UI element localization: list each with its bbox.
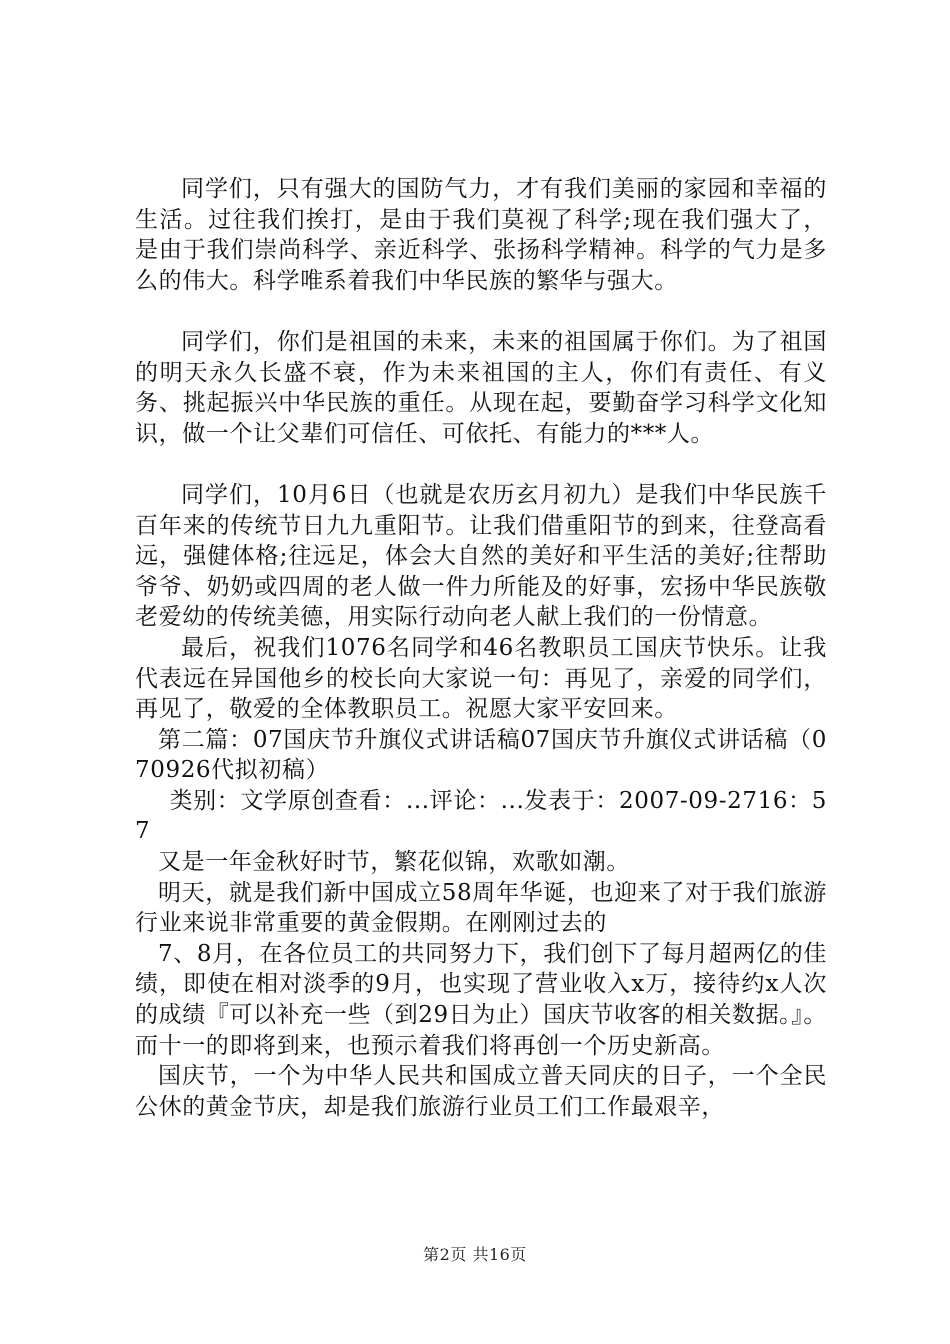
paragraph-performance-results: 7、8月，在各位员工的共同努力下，我们创下了每月超两亿的佳绩，即使在相对淡季的9月，也实现了营业收入x万，接待约x人次的成绩『可以补充一些（到29日为止）国庆节收客的相关数据。』。而十一的即将到来，也预示着我们将再创一个历史新高。	[135, 940, 827, 1059]
document-body	[135, 174, 827, 1122]
paragraph-double-ninth-festival: 同学们，10月6日（也就是农历玄月初九）是我们中华民族千百年来的传统节日九九重阳节。让我们借重阳节的到来，往登高看远，强健体格;往远足，体会大自然的美好和平生活的美好;往帮助爷爷、奶奶或四周的老人做一件力所能及的好事，宏扬中华民族敬老爱幼的传统美德，用实际行动向老人献上我们的一份情意。	[135, 481, 827, 631]
paragraph-anniversary: 明天，就是我们新中国成立58周年华诞，也迎来了对于我们旅游行业来说非常重要的黄金假期。在刚刚过去的	[135, 879, 827, 937]
paragraph-national-defense: 同学们，只有强大的国防气力，才有我们美丽的家园和幸福的生活。过往我们挨打，是由于我们莫视了科学;现在我们强大了，是由于我们崇尚科学、亲近科学、张扬科学精神。科学的气力是多么的伟大。科学唯系着我们中华民族的繁华与强大。	[135, 176, 827, 294]
paragraph-national-day: 国庆节，一个为中华人民共和国成立普天同庆的日子，一个全民公休的黄金节庆，却是我们旅游行业员工们工作最艰辛，	[135, 1063, 827, 1120]
section-heading-second-speech: 第二篇：07国庆节升旗仪式讲话稿07国庆节升旗仪式讲话稿（070926代拟初稿）	[135, 726, 827, 784]
paragraph-closing-wishes: 最后，祝我们1076名同学和46名教职员工国庆节快乐。让我代表远在异国他乡的校长向大家说一句：再见了，亲爱的同学们，再见了，敬爱的全体教职员工。祝愿大家平安回来。	[135, 634, 827, 723]
article-meta-line: 类别：文学原创查看：...评论：...发表于：2007-09-2716：57	[135, 787, 827, 845]
paragraph-future-of-motherland: 同学们，你们是祖国的未来，未来的祖国属于你们。为了祖国的明天永久长盛不衰，作为未来祖国的主人，你们有责任、有义务、挑起振兴中华民族的重任。从现在起，要勤奋学习科学文化知识，做一个让父辈们可信任、可依托、有能力的***人。	[135, 328, 827, 447]
page-number-footer: 第2页 共16页	[423, 1245, 527, 1264]
paragraph-golden-autumn: 又是一年金秋好时节，繁花似锦，欢歌如潮。	[158, 849, 630, 876]
